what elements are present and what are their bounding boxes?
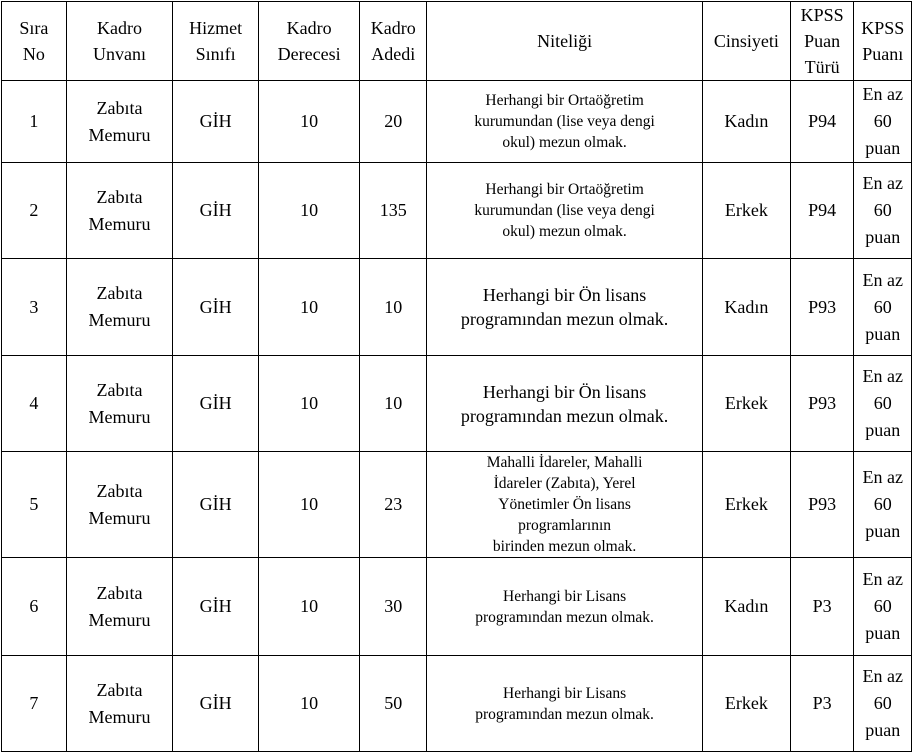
header-kpss-puan-turu: KPSS Puan Türü (790, 2, 854, 81)
cell-hizmet-sinifi: GİH (173, 452, 259, 558)
cell-kadro-unvani: Zabıta Memuru (66, 356, 173, 452)
cell-kadro-derecesi: 10 (258, 81, 359, 163)
cell-kpss-puani: En az 60 puan (854, 356, 912, 452)
cell-niteligi: Herhangi bir Lisans programından mezun olmak. (427, 558, 703, 656)
cell-kadro-unvani: Zabıta Memuru (66, 452, 173, 558)
cell-kpss-puani: En az 60 puan (854, 656, 912, 752)
header-niteligi: Niteliği (427, 2, 703, 81)
table-row (2, 452, 912, 558)
cell-cinsiyeti: Erkek (702, 356, 790, 452)
header-hizmet-sinifi: Hizmet Sınıfı (173, 2, 259, 81)
cell-kadro-unvani: Zabıta Memuru (66, 558, 173, 656)
cell-hizmet-sinifi: GİH (173, 163, 259, 259)
cell-kpss-puani: En az 60 puan (854, 259, 912, 356)
cell-kadro-unvani: Zabıta Memuru (66, 163, 173, 259)
cell-kadro-adedi: 30 (360, 558, 427, 656)
cell-kpss-puan-turu: P94 (790, 81, 854, 163)
cell-kpss-puan-turu: P3 (790, 656, 854, 752)
cell-sira-no: 7 (2, 656, 67, 752)
cell-sira-no: 5 (2, 452, 67, 558)
cell-cinsiyeti: Erkek (702, 452, 790, 558)
cell-sira-no: 1 (2, 81, 67, 163)
cell-kpss-puan-turu: P3 (790, 558, 854, 656)
cell-cinsiyeti: Erkek (702, 656, 790, 752)
cell-niteligi: Mahalli İdareler, Mahalli İdareler (Zabıta), Yerel Yönetimler Ön lisans programlarının birinden mezun olmak. (427, 452, 703, 558)
cell-sira-no: 6 (2, 558, 67, 656)
cell-kpss-puani: En az 60 puan (854, 81, 912, 163)
cell-kpss-puani: En az 60 puan (854, 163, 912, 259)
table-row (2, 81, 912, 163)
cell-kpss-puan-turu: P93 (790, 259, 854, 356)
kadro-table (1, 1, 912, 752)
cell-cinsiyeti: Kadın (702, 558, 790, 656)
cell-sira-no: 4 (2, 356, 67, 452)
header-kadro-adedi: Kadro Adedi (360, 2, 427, 81)
cell-sira-no: 3 (2, 259, 67, 356)
cell-kadro-derecesi: 10 (258, 656, 359, 752)
cell-hizmet-sinifi: GİH (173, 356, 259, 452)
cell-kadro-unvani: Zabıta Memuru (66, 656, 173, 752)
cell-kpss-puani: En az 60 puan (854, 452, 912, 558)
table-row (2, 656, 912, 752)
cell-cinsiyeti: Erkek (702, 163, 790, 259)
cell-kadro-adedi: 20 (360, 81, 427, 163)
cell-kadro-derecesi: 10 (258, 356, 359, 452)
header-kadro-unvani: Kadro Unvanı (66, 2, 173, 81)
cell-cinsiyeti: Kadın (702, 259, 790, 356)
cell-kadro-unvani: Zabıta Memuru (66, 259, 173, 356)
header-cinsiyeti: Cinsiyeti (702, 2, 790, 81)
cell-sira-no: 2 (2, 163, 67, 259)
cell-cinsiyeti: Kadın (702, 81, 790, 163)
cell-kadro-adedi: 50 (360, 656, 427, 752)
header-row (2, 2, 912, 81)
header-kadro-derecesi: Kadro Derecesi (258, 2, 359, 81)
cell-kpss-puan-turu: P93 (790, 356, 854, 452)
table-row (2, 163, 912, 259)
table-row (2, 259, 912, 356)
cell-niteligi: Herhangi bir Ön lisans programından mezun olmak. (427, 356, 703, 452)
cell-kadro-adedi: 23 (360, 452, 427, 558)
cell-niteligi: Herhangi bir Ortaöğretim kurumundan (lise veya dengi okul) mezun olmak. (427, 81, 703, 163)
cell-hizmet-sinifi: GİH (173, 259, 259, 356)
cell-kadro-adedi: 10 (360, 356, 427, 452)
cell-hizmet-sinifi: GİH (173, 81, 259, 163)
cell-kadro-derecesi: 10 (258, 558, 359, 656)
header-kpss-puani: KPSS Puanı (854, 2, 912, 81)
cell-kadro-unvani: Zabıta Memuru (66, 81, 173, 163)
cell-kadro-adedi: 10 (360, 259, 427, 356)
cell-niteligi: Herhangi bir Ön lisans programından mezun olmak. (427, 259, 703, 356)
cell-hizmet-sinifi: GİH (173, 558, 259, 656)
cell-kadro-derecesi: 10 (258, 452, 359, 558)
cell-kpss-puan-turu: P93 (790, 452, 854, 558)
cell-kadro-adedi: 135 (360, 163, 427, 259)
table-row (2, 356, 912, 452)
cell-niteligi: Herhangi bir Lisans programından mezun olmak. (427, 656, 703, 752)
cell-kadro-derecesi: 10 (258, 259, 359, 356)
cell-kpss-puan-turu: P94 (790, 163, 854, 259)
cell-kpss-puani: En az 60 puan (854, 558, 912, 656)
cell-kadro-derecesi: 10 (258, 163, 359, 259)
header-sira-no: Sıra No (2, 2, 67, 81)
cell-hizmet-sinifi: GİH (173, 656, 259, 752)
table-row (2, 558, 912, 656)
cell-niteligi: Herhangi bir Ortaöğretim kurumundan (lise veya dengi okul) mezun olmak. (427, 163, 703, 259)
